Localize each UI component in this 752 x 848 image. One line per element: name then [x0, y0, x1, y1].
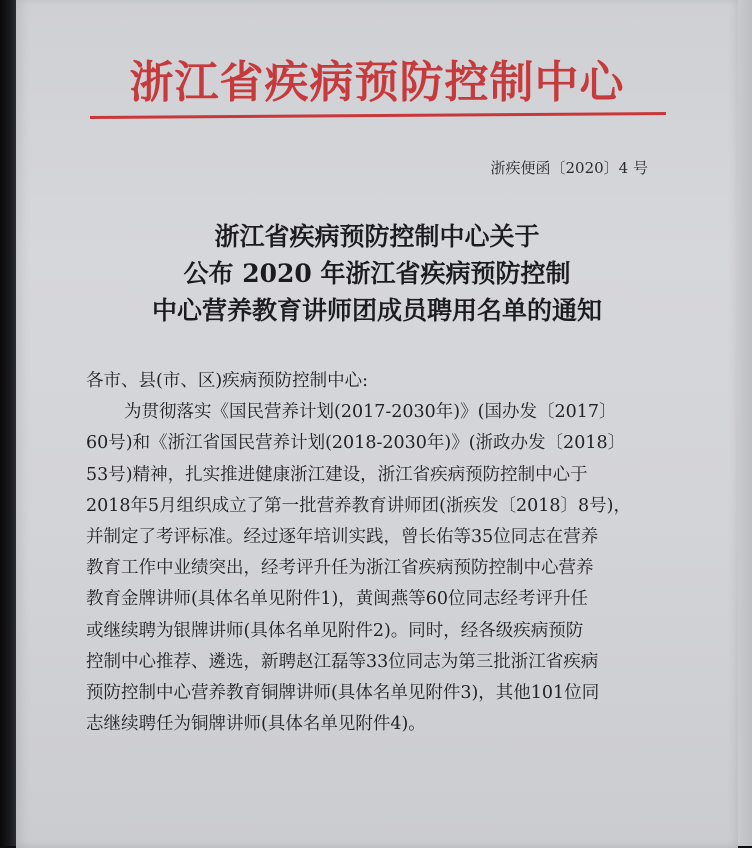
letterhead-title: 浙江省疾病预防控制中心	[129, 57, 625, 108]
notice-title-line: 浙江省疾病预防控制中心关于	[214, 222, 540, 251]
letterhead-red-rule	[90, 112, 666, 119]
body-line: 并制定了考评标准。经过逐年培训实践，曾长佑等35位同志在营养	[86, 527, 599, 548]
notice-title-line: 中心营养教育讲师团成员聘用名单的通知	[151, 296, 602, 325]
body-line: 60号)和《浙江省国民营养计划(2018-2030年)》(浙政办发〔2018〕	[86, 433, 626, 454]
notice-title	[16, 218, 738, 329]
notice-body	[86, 366, 666, 740]
notice-title-line: 公布 2020 年浙江省疾病预防控制	[183, 259, 571, 288]
body-line: 或继续聘为银牌讲师(具体名单见附件2)。同时，经各级疾病预防	[86, 620, 584, 641]
body-line: 为贯彻落实《国民营养计划(2017-2030年)》(国办发〔2017〕	[124, 402, 617, 423]
body-line: 预防控制中心营养教育铜牌讲师(具体名单见附件3)，其他101位同	[86, 683, 600, 704]
document-page	[16, 0, 738, 848]
page-edge-shadow	[738, 0, 752, 846]
body-line: 2018年5月组织成立了第一批营养教育讲师团(浙疾发〔2018〕8号)，	[86, 495, 631, 516]
body-line: 教育工作中业绩突出，经考评升任为浙江省疾病预防控制中心营养	[86, 558, 594, 579]
body-line: 教育金牌讲师(具体名单见附件1)，黄闽燕等60位同志经考评升任	[86, 589, 589, 610]
salutation: 各市、县(市、区)疾病预防控制中心:	[86, 371, 369, 391]
body-line: 志继续聘任为铜牌讲师(具体名单见附件4)。	[86, 714, 426, 735]
body-line: 控制中心推荐、遴选，新聘赵江磊等33位同志为第三批浙江省疾病	[86, 651, 599, 672]
document-number: 浙疾便函〔2020〕4 号	[490, 159, 648, 177]
body-line: 53号)精神，扎实推进健康浙江建设，浙江省疾病预防控制中心于	[86, 464, 588, 485]
